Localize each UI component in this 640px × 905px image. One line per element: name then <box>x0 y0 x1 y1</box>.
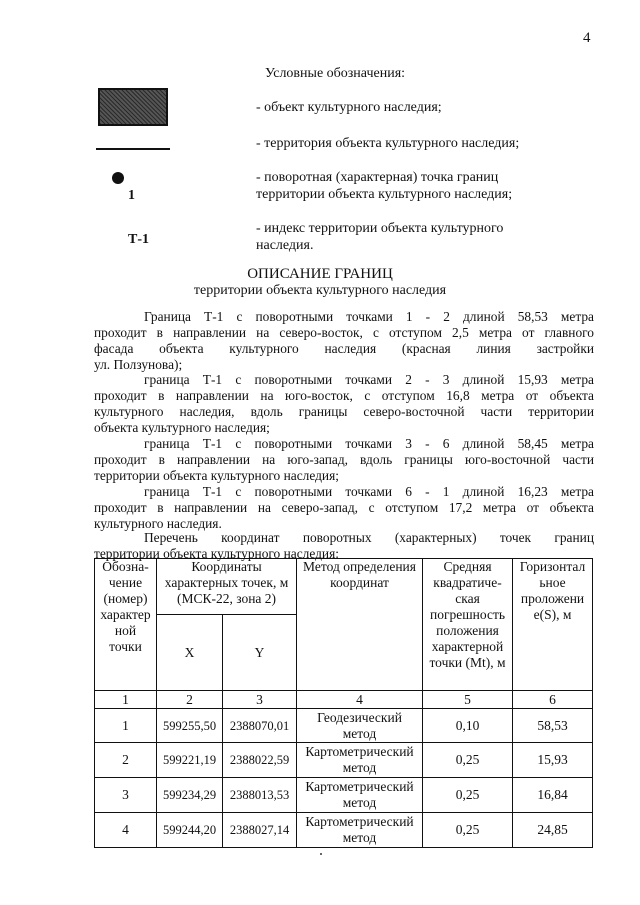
header-line: проложени <box>520 591 585 606</box>
header-error <box>423 559 513 691</box>
method-line: Картометрический <box>305 779 414 794</box>
header-line: Горизонтал <box>519 559 586 574</box>
cell-x: 599255,50 <box>157 709 223 743</box>
paragraph-line: фасада объекта культурного наследия (красная линия застройки <box>94 340 594 356</box>
legend-text-turning-point: - поворотная (характерная) точка границ территории объекта культурного наследия; <box>256 170 513 202</box>
header-line: ская <box>455 591 480 606</box>
turning-point-dot-icon <box>112 172 124 184</box>
cell-method <box>297 709 423 743</box>
turning-point-number: 1 <box>128 188 135 203</box>
description-subtitle: территории объекта культурного наследия <box>193 283 447 298</box>
paragraph-line: граница Т-1 с поворотными точками 3 - 6 длиной 58,45 метра <box>144 436 594 451</box>
cell-s: 15,93 <box>513 743 593 778</box>
paragraph-boundary-2-3 <box>94 372 594 436</box>
header-line: точки <box>109 639 142 654</box>
cell-x: 599221,19 <box>157 743 223 778</box>
header-method <box>297 559 423 691</box>
header-line: (МСК-22, зона 2) <box>176 591 277 606</box>
cell-mt: 0,10 <box>423 709 513 743</box>
header-line: характер <box>100 607 151 622</box>
cell-x: 599244,20 <box>157 813 223 848</box>
cell-method <box>297 813 423 848</box>
heritage-object-symbol <box>98 88 168 126</box>
paragraph-line: культурного наследия. <box>94 515 222 531</box>
description-title: ОПИСАНИЕ ГРАНИЦ <box>247 266 393 282</box>
header-line: Обозна- <box>102 559 149 574</box>
header-line: положения <box>436 623 499 638</box>
header-line: ьное <box>539 575 566 590</box>
cell-mt: 0,25 <box>423 778 513 813</box>
legend-text-territory: - территория объекта культурного наследия; <box>256 136 520 151</box>
cell-y: 2388070,01 <box>223 709 297 743</box>
col-number: 3 <box>223 691 297 709</box>
table-row <box>95 778 593 813</box>
cell-point: 3 <box>95 778 157 813</box>
cell-method <box>297 743 423 778</box>
paragraph-boundary-3-6 <box>94 436 594 484</box>
col-number: 5 <box>423 691 513 709</box>
coordinates-table <box>94 558 593 848</box>
paragraph-line: проходит в направлении на юго-восток, с отступом 16,8 метра от объекта <box>94 387 594 403</box>
paragraph-line: проходит в направлении на северо-запад, с отступом 17,2 метра от объекта <box>94 499 594 515</box>
method-line: метод <box>342 795 377 810</box>
header-line: характерных точек, м <box>164 575 289 590</box>
col-number: 2 <box>157 691 223 709</box>
paragraph-line: культурного наследия, вдоль границы северо-восточной части территории <box>94 403 594 419</box>
header-line: координат <box>330 575 389 590</box>
table-row <box>95 709 593 743</box>
method-line: Картометрический <box>305 814 414 829</box>
header-line: (номер) <box>103 591 148 606</box>
header-y: Y <box>223 615 297 691</box>
cell-mt: 0,25 <box>423 743 513 778</box>
cell-y: 2388013,53 <box>223 778 297 813</box>
paragraph-line: территории объекта культурного наследия; <box>94 467 339 483</box>
header-coordinates-group <box>157 559 297 615</box>
table-row <box>95 813 593 848</box>
paragraph-line: ул. Ползунова); <box>94 356 183 372</box>
territory-index-label: Т-1 <box>128 232 149 247</box>
method-line: метод <box>342 830 377 845</box>
paragraph-line: Перечень координат поворотных (характерных) точек границ <box>144 530 594 545</box>
cell-s: 58,53 <box>513 709 593 743</box>
cell-y: 2388027,14 <box>223 813 297 848</box>
paragraph-line: граница Т-1 с поворотными точками 6 - 1 длиной 16,23 метра <box>144 484 594 499</box>
paragraph-boundary-6-1 <box>94 484 594 532</box>
legend-text-object: - объект культурного наследия; <box>256 100 442 115</box>
paragraph-line: проходит в направлении на северо-восток, с отступом 2,5 метра от главного <box>94 324 594 340</box>
cell-x: 599234,29 <box>157 778 223 813</box>
header-point-designation <box>95 559 157 691</box>
header-line: точки (Mt), м <box>429 655 506 670</box>
header-line: Средняя <box>443 559 492 574</box>
header-line: характерной <box>431 639 504 654</box>
header-line: Координаты <box>191 559 262 574</box>
header-line: погрешность <box>430 607 506 622</box>
header-line: е(S), м <box>533 607 572 622</box>
territory-line-symbol <box>96 148 170 150</box>
cell-s: 16,84 <box>513 778 593 813</box>
cell-point: 2 <box>95 743 157 778</box>
col-number: 1 <box>95 691 157 709</box>
paragraph-line: Граница Т-1 с поворотными точками 1 - 2 длиной 58,53 метра <box>144 309 594 324</box>
paragraph-boundary-1-2 <box>94 309 594 373</box>
table-row <box>95 743 593 778</box>
cell-s: 24,85 <box>513 813 593 848</box>
paragraph-line: проходит в направлении на юго-запад, вдоль границы юго-восточной части <box>94 451 594 467</box>
cell-point: 4 <box>95 813 157 848</box>
method-line: метод <box>342 760 377 775</box>
method-line: Картометрический <box>305 744 414 759</box>
legend-title: Условные обозначения: <box>265 66 406 81</box>
paragraph-line: граница Т-1 с поворотными точками 2 - 3 длиной 15,93 метра <box>144 372 594 387</box>
method-line: Геодезический <box>317 709 402 725</box>
cell-method <box>297 778 423 813</box>
paragraph-line: объекта культурного наследия; <box>94 419 270 435</box>
legend-text-index: - индекс территории объекта культурного наследия. <box>256 221 504 253</box>
header-line: квадратиче- <box>433 575 502 590</box>
scan-speck <box>320 853 322 855</box>
paragraph-line: территории объекта культурного наследия: <box>94 545 339 561</box>
header-x: X <box>157 615 223 691</box>
header-length <box>513 559 593 691</box>
header-line: ной <box>114 623 137 638</box>
col-number: 6 <box>513 691 593 709</box>
col-number: 4 <box>297 691 423 709</box>
header-line: чение <box>108 575 143 590</box>
page-number: 4 <box>583 30 591 46</box>
cell-mt: 0,25 <box>423 813 513 848</box>
cell-point: 1 <box>95 709 157 743</box>
header-line: Метод определения <box>303 559 416 574</box>
cell-y: 2388022,59 <box>223 743 297 778</box>
method-line: метод <box>342 725 377 741</box>
